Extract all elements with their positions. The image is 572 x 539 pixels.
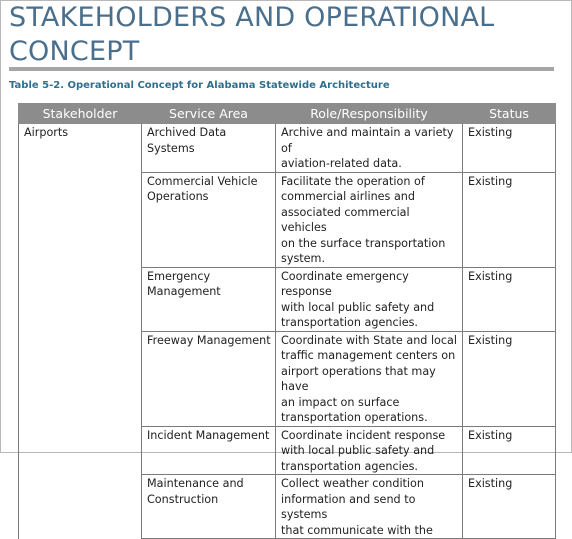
service-area-line: Commercial Vehicle — [147, 174, 258, 188]
table-caption: Table 5-2. Operational Concept for Alabama Statewide Architecture — [9, 80, 390, 91]
role-cell — [276, 124, 463, 173]
table-row — [19, 426, 556, 475]
role-line: on the surface transportation — [281, 236, 446, 250]
role-cell — [276, 267, 463, 331]
stakeholder-cell — [19, 331, 142, 426]
operational-concept-table — [18, 103, 556, 539]
role-line: transportation agencies. — [281, 316, 418, 329]
table-row — [19, 124, 556, 173]
role-line: Coordinate with State and local — [281, 333, 458, 347]
status-cell: Existing — [463, 124, 556, 173]
status-cell: Existing — [463, 475, 556, 539]
role-cell — [276, 475, 463, 539]
role-line: transportation agencies. — [281, 459, 418, 473]
role-line: Collect weather condition — [281, 477, 424, 490]
role-cell — [276, 331, 463, 426]
status-cell: Existing — [463, 267, 556, 331]
service-area-cell — [142, 331, 276, 426]
role-line: commercial airlines and — [281, 190, 415, 203]
status-cell: Existing — [463, 426, 556, 475]
service-area-cell — [142, 475, 276, 539]
header-status: Status — [463, 104, 556, 124]
role-cell — [276, 172, 463, 267]
role-line: with local public safety and — [281, 300, 435, 314]
stakeholder-cell: Airports — [19, 124, 142, 173]
role-line: Coordinate emergency response — [281, 269, 409, 298]
service-area-cell — [142, 267, 276, 331]
service-area-line: Management — [147, 285, 221, 298]
stakeholder-cell — [19, 267, 142, 331]
table-body — [19, 124, 556, 539]
service-area-cell — [142, 124, 276, 173]
role-line: aviation-related data. — [281, 157, 402, 170]
section-heading — [9, 1, 494, 69]
role-line: information and send to systems — [281, 492, 416, 521]
service-area-line: Maintenance and — [147, 477, 244, 490]
role-line: with local public safety and — [281, 444, 435, 457]
header-service-area: Service Area — [142, 104, 276, 124]
section-heading-line-2: CONCEPT — [9, 36, 140, 67]
role-line: Coordinate incident response — [281, 428, 446, 442]
role-line: that communicate with the — [281, 523, 433, 537]
service-area-line: Systems — [147, 141, 195, 155]
table-row — [19, 267, 556, 331]
table-row — [19, 475, 556, 539]
stakeholder-cell — [19, 475, 142, 539]
role-cell — [276, 426, 463, 475]
role-line: system. — [281, 252, 326, 265]
heading-divider — [9, 67, 554, 71]
header-role-responsibility: Role/Responsibility — [276, 104, 463, 124]
role-line: associated commercial vehicles — [281, 205, 410, 234]
section-heading-line-1: STAKEHOLDERS AND OPERATIONAL — [9, 2, 495, 33]
table-row — [19, 331, 556, 426]
service-area-line: Construction — [147, 492, 219, 506]
table-header-row — [19, 104, 556, 124]
header-stakeholder: Stakeholder — [19, 104, 142, 124]
status-cell: Existing — [463, 331, 556, 426]
service-area-line: Incident Management — [147, 428, 270, 442]
stakeholder-cell — [19, 172, 142, 267]
role-line: Facilitate the operation of — [281, 174, 425, 188]
stakeholder-cell — [19, 426, 142, 475]
table-row — [19, 172, 556, 267]
role-line: transportation operations. — [281, 411, 428, 424]
service-area-cell — [142, 426, 276, 475]
role-line: Archive and maintain a variety of — [281, 126, 454, 155]
service-area-cell — [142, 172, 276, 267]
service-area-line: Emergency — [147, 269, 211, 283]
service-area-line: Archived Data — [147, 126, 227, 139]
service-area-line: Freeway Management — [147, 333, 271, 347]
status-cell: Existing — [463, 172, 556, 267]
role-line: traffic management centers on — [281, 349, 456, 362]
role-line: an impact on surface — [281, 395, 400, 409]
role-line: airport operations that may have — [281, 364, 436, 393]
service-area-line: Operations — [147, 190, 209, 203]
